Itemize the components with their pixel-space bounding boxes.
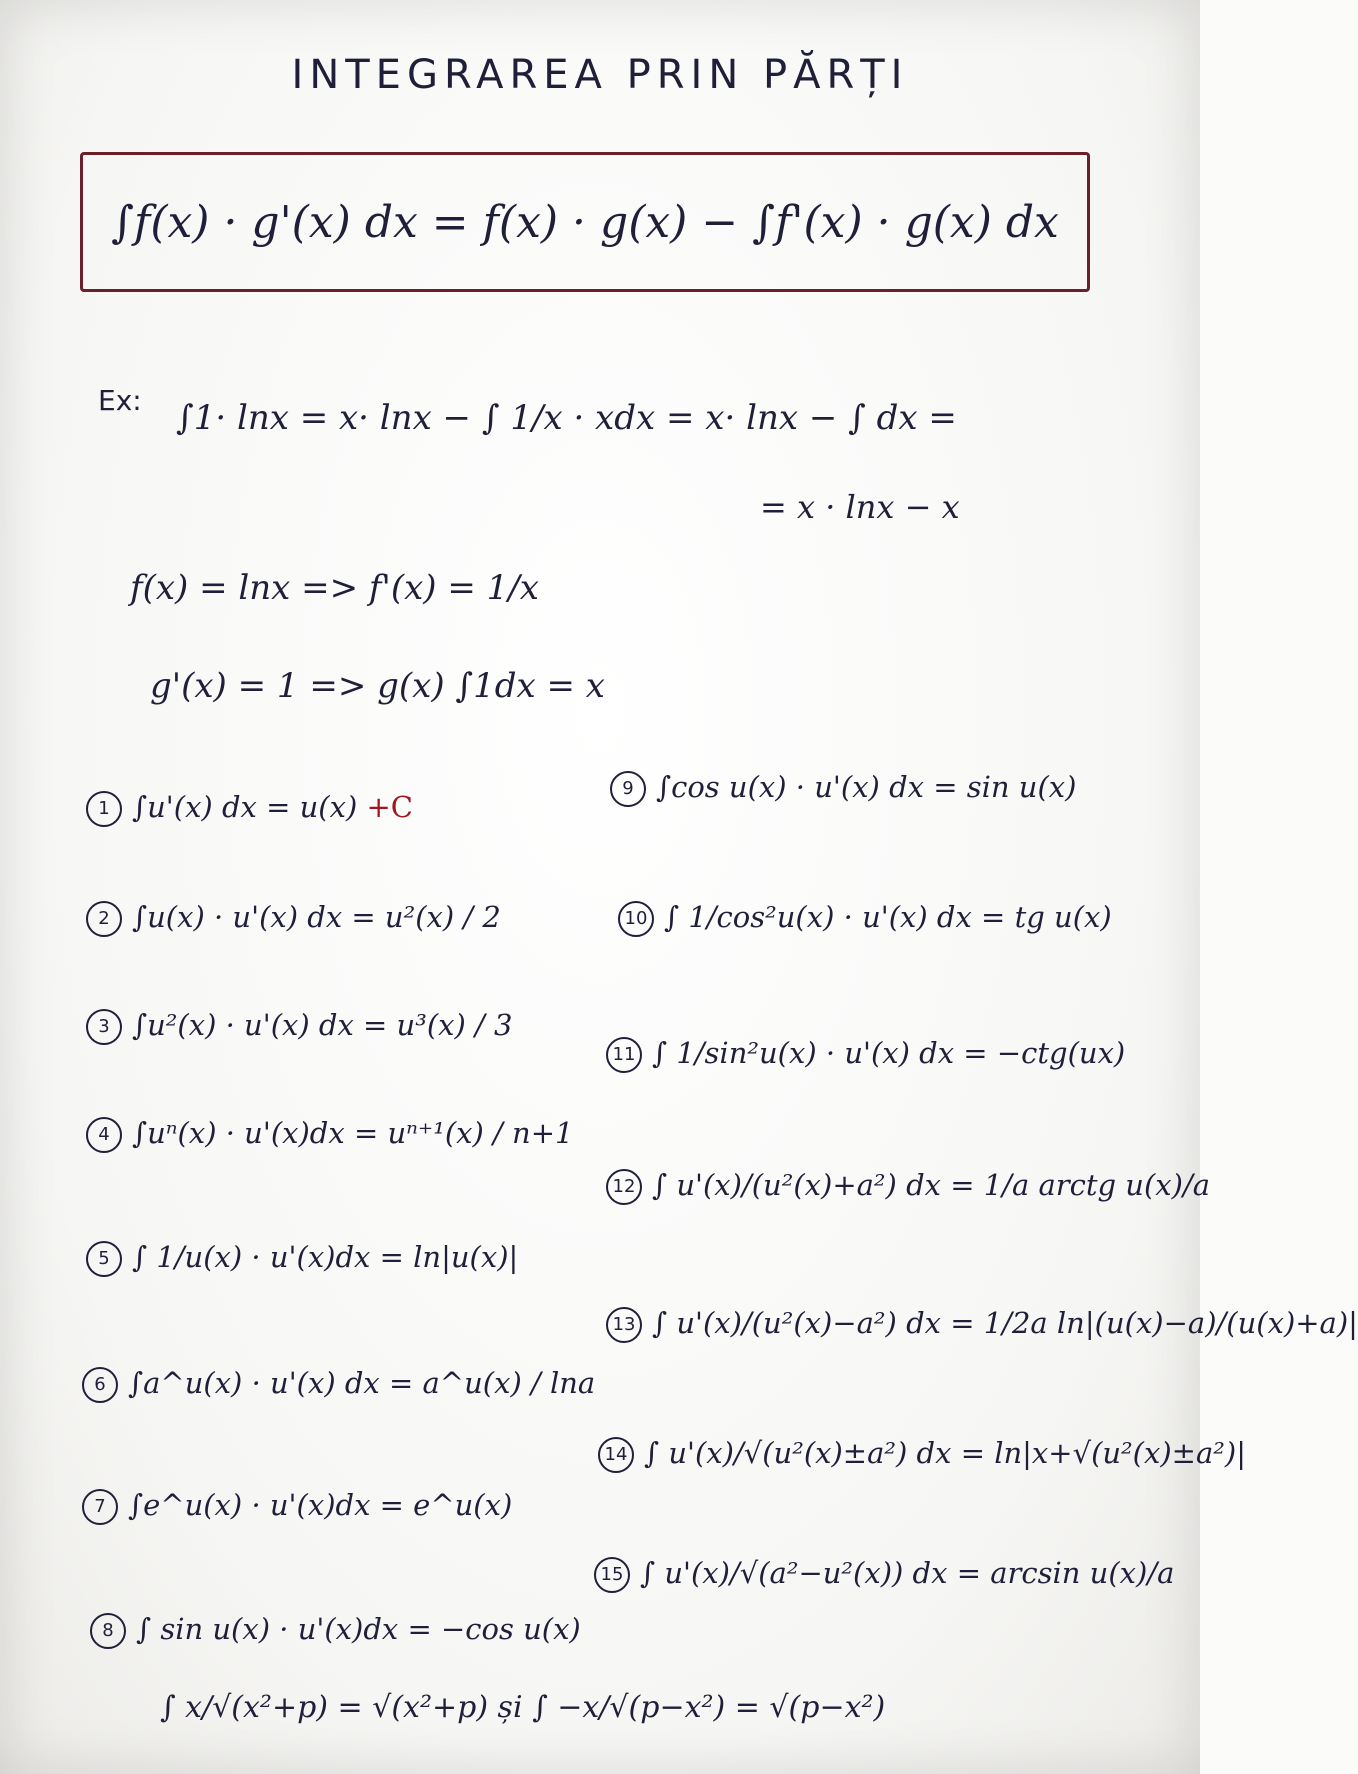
formula-15 [594,1556,1174,1593]
formula-text: ∫ 1/sin²u(x) · u'(x) dx = −ctg(ux) [652,1036,1126,1070]
formula-number: 11 [606,1037,642,1073]
formula-number: 4 [86,1117,122,1153]
formula-number: 6 [82,1367,118,1403]
formula-number: 10 [618,901,654,937]
formula-11 [606,1036,1125,1073]
formula-1 [86,790,413,827]
formula-text: ∫a^u(x) · u'(x) dx = a^u(x) / lna [128,1366,596,1400]
formula-text: ∫ u'(x)/√(a²−u²(x)) dx = arcsin u(x)/a [640,1556,1175,1590]
formula-text: ∫u²(x) · u'(x) dx = u³(x) / 3 [132,1008,513,1042]
formula-text: ∫ 1/u(x) · u'(x)dx = ln|u(x)| [132,1240,519,1274]
example-line-2: = x · lnx − x [760,488,960,526]
formula-number: 5 [86,1241,122,1277]
formula-number: 8 [90,1613,126,1649]
formula-text: ∫uⁿ(x) · u'(x)dx = uⁿ⁺¹(x) / n+1 [132,1116,574,1150]
formula-2 [86,900,501,937]
formula-number: 1 [86,791,122,827]
formula-text: ∫u(x) · u'(x) dx = u²(x) / 2 [132,900,501,934]
page-title: INTEGRAREA PRIN PĂRȚI [291,52,909,98]
formula-8 [90,1612,581,1649]
formula-number: 9 [610,771,646,807]
example-line-1: ∫1· lnx = x· lnx − ∫ 1/x · xdx = x· lnx − ∫ dx = [176,398,957,438]
formula-3 [86,1008,513,1045]
formula-7 [82,1488,512,1525]
formula-10 [618,900,1112,937]
main-formula: ∫f(x) · g'(x) dx = f(x) · g(x) − ∫f'(x) · g(x) dx [111,196,1059,248]
example-label: Ex: [98,384,142,417]
formula-4 [86,1116,573,1153]
definition-f: f(x) = lnx => f'(x) = 1/x [130,568,539,608]
formula-number: 14 [598,1437,634,1473]
main-formula-box [80,152,1090,292]
formula-number: 15 [594,1557,630,1593]
formula-text: ∫cos u(x) · u'(x) dx = sin u(x) [656,770,1077,804]
definition-g: g'(x) = 1 => g(x) ∫1dx = x [150,666,605,706]
formula-text: ∫ u'(x)/(u²(x)+a²) dx = 1/a arctg u(x)/a [652,1168,1211,1202]
formula-text: ∫ u'(x)/√(u²(x)±a²) dx = ln|x+√(u²(x)±a²)| [644,1436,1246,1470]
formula-text: ∫ 1/cos²u(x) · u'(x) dx = tg u(x) [664,900,1112,934]
formula-number: 12 [606,1169,642,1205]
formula-text: ∫ sin u(x) · u'(x)dx = −cos u(x) [136,1612,581,1646]
formula-text: ∫ u'(x)/(u²(x)−a²) dx = 1/2a ln|(u(x)−a)/(u(x)+a)| [652,1306,1358,1340]
formula-9 [610,770,1076,807]
formula-6 [82,1366,595,1403]
formula-13 [606,1306,1358,1343]
formula-number: 2 [86,901,122,937]
formula-number: 7 [82,1489,118,1525]
formula-5 [86,1240,518,1277]
formula-text: ∫e^u(x) · u'(x)dx = e^u(x) [128,1488,513,1522]
bottom-formulas: ∫ x/√(x²+p) = √(x²+p) și ∫ −x/√(p−x²) = √(p−x²) [160,1690,886,1725]
formula-text: ∫u'(x) dx = u(x) [132,790,358,824]
formula-14 [598,1436,1246,1473]
formula-number: 13 [606,1307,642,1343]
formula-number: 3 [86,1009,122,1045]
constant-c: +C [366,790,413,824]
formula-12 [606,1168,1210,1205]
